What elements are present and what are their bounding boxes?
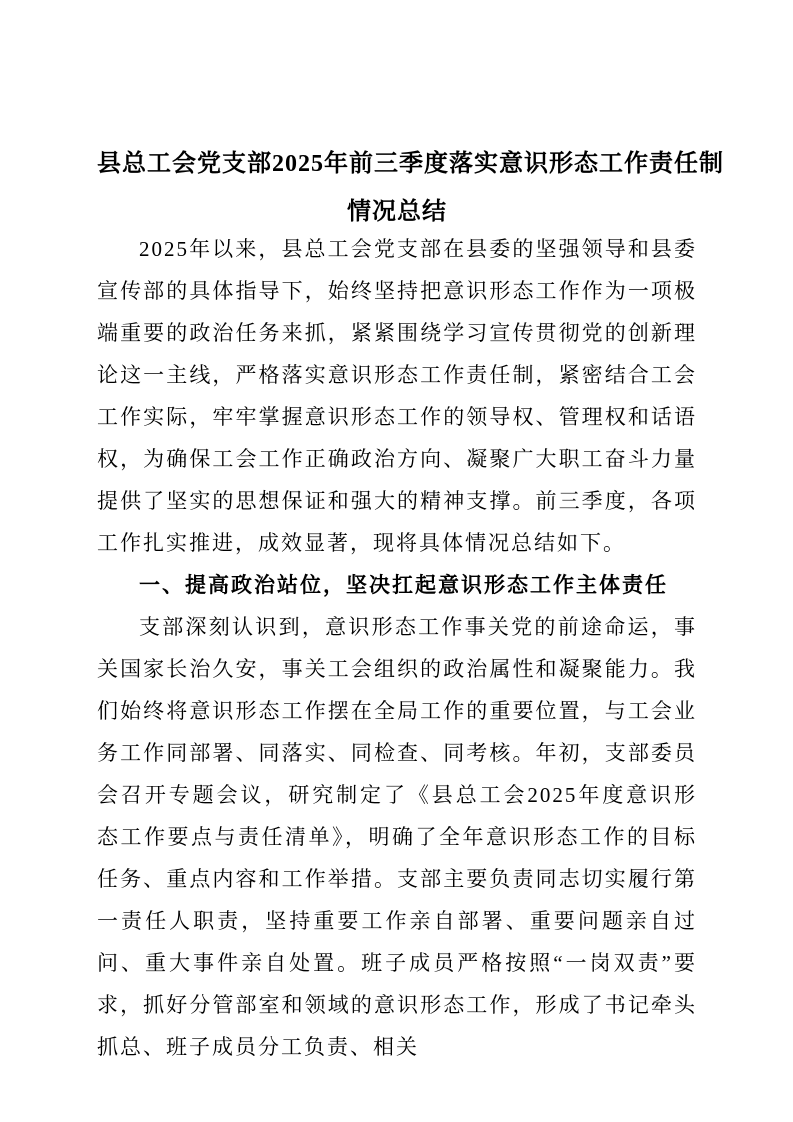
document-body <box>97 228 697 1068</box>
body-paragraph: 支部深刻认识到，意识形态工作事关党的前途命运，事关国家长治久安，事关工会组织的政治属性和凝聚能力。我们始终将意识形态工作摆在全局工作的重要位置，与工会业务工作同部署、同落实、同检查、同考核。年初，支部委员会召开专题会议，研究制定了《县总工会2025年度意识形态工作要点与责任清单》，明确了全年意识形态工作的目标任务、重点内容和工作举措。支部主要负责同志切实履行第一责任人职责，坚持重要工作亲自部署、重要问题亲自过问、重大事件亲自处置。班子成员严格按照“一岗双责”要求，抓好分管部室和领域的意识形态工作，形成了书记牵头抓总、班子成员分工负责、相关 <box>97 615 697 1059</box>
document-title-line-1: 县总工会党支部2025年前三季度落实意识形态工作责任制 <box>97 151 724 177</box>
document-title-line-2: 情况总结 <box>347 199 447 225</box>
body-paragraph: 2025年以来，县总工会党支部在县委的坚强领导和县委宣传部的具体指导下，始终坚持把意识形态工作作为一项极端重要的政治任务来抓，紧紧围绕学习宣传贯彻党的创新理论这一主线，严格落实意识形态工作责任制，紧密结合工会工作实际，牢牢掌握意识形态工作的领导权、管理权和话语权，为确保工会工作正确政治方向、凝聚广大职工奋斗力量提供了坚实的思想保证和强大的精神支撑。前三季度，各项工作扎实推进，成效显著，现将具体情况总结如下。 <box>97 237 697 555</box>
section-heading: 一、提高政治站位，坚决扛起意识形态工作主体责任 <box>139 573 668 597</box>
document-title <box>97 140 724 236</box>
